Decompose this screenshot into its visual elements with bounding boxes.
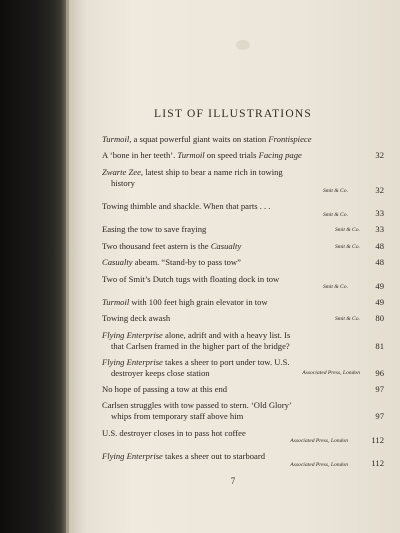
page-title: LIST OF ILLUSTRATIONS — [154, 108, 312, 120]
entry-credit: Smit & Co. — [322, 211, 348, 218]
illustration-entry — [102, 400, 384, 422]
entry-caption-line: Turmoil, a squat powerful giant waits on station Frontispiece — [102, 134, 312, 144]
illustration-entry — [102, 313, 384, 324]
entry-caption-line: No hope of passing a tow at this end — [102, 384, 228, 395]
entry-credit: Smit & Co. — [334, 243, 360, 250]
illustration-entry — [102, 257, 384, 268]
entry-page-number: 49 — [375, 280, 384, 291]
entry-caption-line: Two thousand feet astern is the Casualty — [102, 240, 242, 251]
illustration-entry — [102, 241, 384, 252]
entry-caption-line: that Carlsen framed in the higher part of the bridge? — [111, 340, 290, 351]
entry-page-number: 96 — [375, 367, 384, 378]
entry-page-number: 81 — [375, 340, 384, 351]
entry-caption-line: Carlsen struggles with tow passed to stern. ‘Old Glory’ — [102, 400, 292, 411]
entry-page-number: 80 — [375, 313, 384, 324]
entry-caption-line: Flying Enterprise takes a sheer to port under tow. U.S. — [102, 356, 290, 367]
page-number: 7 — [230, 476, 236, 486]
entry-page-number: 48 — [375, 240, 384, 251]
entry-page-number: 97 — [375, 411, 384, 422]
illustration-entry — [102, 297, 384, 308]
illustration-entry — [102, 224, 384, 235]
entry-credit: Smit & Co. — [334, 227, 360, 234]
entry-caption-line: Zwarte Zee, latest ship to bear a name rich in towing — [102, 166, 283, 177]
entry-caption-line: Towing thimble and shackle. When that parts . . . — [102, 200, 271, 211]
entry-credit: Associated Press, London — [302, 370, 360, 377]
entry-caption-line: Towing deck awash — [102, 313, 171, 324]
illustration-entry — [102, 134, 384, 145]
entry-caption-line: Casualty abeam. “Stand-by to pass tow” — [102, 257, 241, 268]
illustrations-list — [102, 134, 384, 474]
entry-page-number: 32 — [375, 184, 384, 195]
illustration-entry — [102, 451, 384, 469]
entry-caption-line: whips from temporary staff above him — [111, 411, 244, 422]
entry-page-number: 33 — [375, 224, 384, 235]
entry-page-number: 32 — [375, 150, 384, 161]
illustration-entry — [102, 167, 384, 196]
entry-page-number: 49 — [375, 296, 384, 307]
entry-caption-line: Two of Smit’s Dutch tugs with floating dock in tow — [102, 273, 280, 284]
illustration-entry — [102, 274, 384, 292]
entry-credit: Associated Press, London — [290, 461, 348, 468]
entry-page-number: 112 — [371, 458, 384, 469]
book-page — [66, 0, 400, 533]
illustration-entry — [102, 428, 384, 446]
entry-page-number: 33 — [375, 207, 384, 218]
entry-page-number: 48 — [375, 257, 384, 268]
illustration-entry — [102, 201, 384, 219]
entry-credit: Smit & Co. — [322, 284, 348, 291]
entry-caption-line: Easing the tow to save fraying — [102, 224, 207, 235]
entry-caption-line: Flying Enterprise alone, adrift and with a heavy list. Is — [102, 329, 291, 340]
entry-page-number: 112 — [371, 434, 384, 445]
entry-caption-line: Flying Enterprise takes a sheer out to starboard — [102, 451, 266, 462]
entry-caption-line: A ‘bone in her teeth’. Turmoil on speed trials Facing page — [102, 150, 302, 161]
entry-caption-line: history — [111, 177, 135, 188]
entry-credit: Smit & Co. — [334, 316, 360, 323]
entry-page-number: 97 — [375, 384, 384, 395]
entry-credit: Associated Press, London — [290, 438, 348, 445]
entry-credit: Smit & Co. — [322, 188, 348, 195]
page-stain — [236, 40, 250, 50]
entry-caption-line: U.S. destroyer closes in to pass hot coffee — [102, 427, 246, 438]
illustration-entry — [102, 330, 384, 352]
illustration-entry — [102, 150, 384, 161]
entry-caption-line: destroyer keeps close station — [111, 367, 210, 378]
book-binding — [0, 0, 66, 533]
entry-caption-line: Turmoil with 100 feet high grain elevator in tow — [102, 296, 268, 307]
illustration-entry — [102, 384, 384, 395]
illustration-entry — [102, 357, 384, 379]
